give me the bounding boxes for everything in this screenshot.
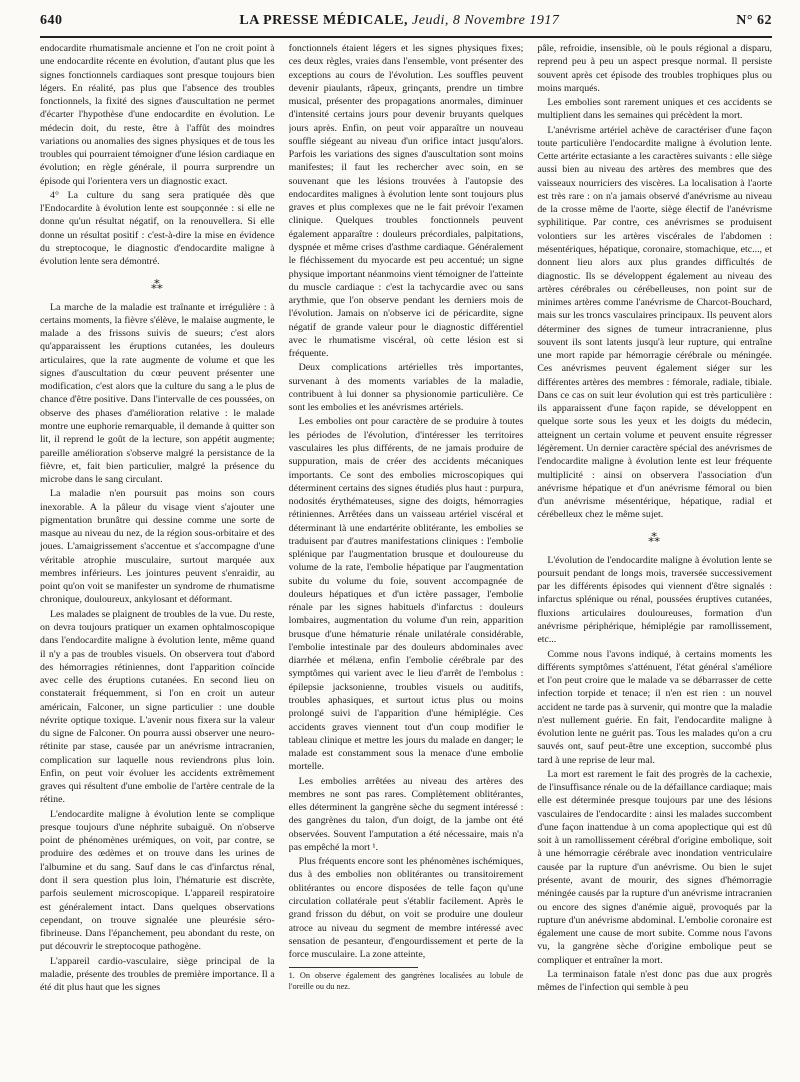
page-header — [40, 8, 772, 34]
paragraph: Comme nous l'avons indiqué, à certains moments les différents symptômes s'atténuent, l'état général s'améliore et l'on peut croire que le malade va se débarrasser de cette infection torpide et tenace; il n'en est rien : un nouvel accident ne tarde pas à survenir, qui montre que la maladie n'est nullement guérie. En fait, l'endocardite maligne à évolution lente ne guérit pas. Tous les malades qu'on a cru sauvés ont, sauf peut-être une exception, succombé plus tard à une reprise de leur mal. — [537, 648, 772, 766]
section-separator-asterism: ⁂ — [150, 277, 164, 292]
paragraph: L'endocardite maligne à évolution lente se complique presque toujours d'une néphrite subaiguë. On n'observe point de phénomènes urémiques, on voit, par contre, se produire des œdèmes et on trouve dans les urines de l'albumine et du sang. Sauf dans le cas d'infarctus rénal, dont il sera question plus loin, l'hématurie est discrète, parfois seulement microscopique. L'appareil respiratoire est généralement intact. Dans quelques observations cependant, on trouve signalée une pleurésie séro-fibrineuse. Dans l'épanchement, peu abondant du reste, on put découvrir le streptocoque pathogène. — [40, 808, 275, 953]
column-1 — [40, 42, 275, 1076]
journal-masthead — [239, 13, 559, 29]
header-rule — [40, 36, 772, 38]
paragraph: La mort est rarement le fait des progrès de la cachexie, de l'insuffisance rénale ou de la défaillance cardiaque; mais elle est déterminée presque toujours par une des lésions vasculaires de l'endocardite : ainsi les malades succombent d'une façon inattendue à un coma apoplectique qui est dû soit à un ramollissement cérébral d'origine embolique, soit à une hémorragie cérébrale avec inondation ventriculaire causée par la rupture d'un anévrisme. Ou bien le sujet présente, avant de mourir, des signes d'hémorragie méningée causés par la rupture d'un anévrisme intracranien ou encore des signes d'anémie aiguë, provoqués par la rupture d'un anévrisme abdominal. L'embolie coronaire est également une cause de mort subite. Comme nous l'avons vu, la gangrène sèche d'origine embolique peut se compliquer et entraîner la mort. — [537, 768, 772, 966]
paragraph: 4° La culture du sang sera pratiquée dès que l'Endocardite à évolution lente est soupçonnée : si elle ne donne qu'un résultat négatif, on la renouvellera. Si elle donne un résultat positif : c'est-à-dire la mise en évidence du streptocoque, le diagnostic d'endocardite maligne à évolution lente sera démontré. — [40, 189, 275, 268]
paragraph: La terminaison fatale n'est donc pas due aux progrès mêmes de l'infection qui semble à peu — [537, 968, 772, 994]
section-separator-asterism: ⁂ — [648, 530, 662, 545]
paragraph: fonctionnels étaient légers et les signes physiques fixes; ces deux règles, vraies dans l'ensemble, vont présenter des exceptions au cours de l'évolution. Les souffles peuvent devenir piaulants, râpeux, grinçants, prendre un timbre musical, présenter des propagations anormales, diminuer d'intensité certains jours pour devenir bruyants quelques jours après. Enfin, on peut voir apparaître un nouveau souffle siégeant au niveau d'un orifice intact jusqu'alors. Parfois les variations des signes d'auscultation sont moins manifestes; il faut les rechercher avec soin, en se souvenant que les lésions trouvées à l'autopsie des endocardites malignes à évolution lente sont toujours plus graves et plus complexes que ne le fait prévoir l'examen clinique. Quelques troubles fonctionnels peuvent également apparaître : douleurs précordiales, palpitations, dyspnée et même crises d'asthme cardiaque. Généralement le fléchissement du myocarde est peu accentué; un signe physique important néanmoins vient témoigner de l'atteinte du muscle cardiaque : c'est la tachycardie avec ou sans arythmie, que l'on observe pendant les derniers mois de l'évolution. Jamais on n'observe ici de péricardite, signe négatif de grande valeur pour le diagnostic différentiel avec le rhumatisme viscéral, où cette lésion est si fréquente. — [288, 43, 524, 360]
paragraph: Plus fréquents encore sont les phénomènes ischémiques, dus à des embolies non oblitérantes ou transitoirement oblitérantes ou encore disposées de telle façon qu'une circulation collatérale peut s'établir facilement. Après le grand frisson du début, on voit se produire une douleur atroce au niveau du segment de membre intéressé avec sensation de pesanteur, d'engourdissement et perte de la force musculaire. La zone atteinte, — [288, 856, 524, 961]
paragraph: L'évolution de l'endocardite maligne à évolution lente se poursuit pendant de longs mois, traversée successivement par les différents épisodes qui viennent d'être signalés : infarctus splénique ou rénal, poussées éruptives cutanées, fluxions articulaires douloureuses, formation d'un anévrisme périphérique, hémiplégie par ramollissement, etc... — [537, 554, 772, 646]
paragraph: pâle, refroidie, insensible, où le pouls régional a disparu, reprend peu à peu un aspect presque normal. Il persiste souvent après cet épisode des troubles trophiques plus ou moins marqués. — [537, 43, 772, 94]
issue-number: N° 62 — [736, 13, 772, 28]
paragraph: Les malades se plaignent de troubles de la vue. Du reste, on devra toujours pratiquer un examen ophtalmoscopique dans l'endocardite maligne à évolution lente, même quand il n'y a pas de troubles visuels. On observera tout d'abord des hémorragies rétiniennes, dont l'apparition coïncide avec celle des éruptions cutanées. En second lieu on constaterait fréquemment, si l'on en croit un auteur américain, Falconer, un signe particulier : une double névrite optique toxique. L'avenir nous fixera sur la valeur du signe de Falconer. On pourra aussi observer une neuro-rétinite par stase, causée par un anévrisme intracranien, complication sur laquelle nous reviendrons plus loin. Enfin, on peut voir évoluer les accidents extrêmement graves qui résultent d'une embolie de l'artère centrale de la rétine. — [40, 608, 275, 806]
issue-date: Jeudi, 8 Novembre 1917 — [412, 13, 560, 28]
paragraph: Deux complications artérielles très importantes, survenant à des moments variables de la maladie, contribuent à lui donner sa physionomie particulière. Ce sont les embolies et les anévrismes artériels. — [288, 362, 524, 414]
paragraph: Les embolies sont rarement uniques et ces accidents se multiplient dans les semaines qui précèdent la mort. — [537, 97, 772, 122]
paragraph: La marche de la maladie est traînante et irrégulière : à certains moments, la fièvre s'élève, le malaise augmente, le malade a des frissons suivis de sueurs; c'est alors qu'apparaissent les éruptions cutanées, les douleurs articulaires, que la rate augmente de volume et que les signes d'auscultation du cœur peuvent présenter une modification, c'est alors que la culture du sang a le plus de chance d'être positive. Dans l'intervalle de ces poussées, on observe des phases d'amélioration relative : le malade montre une euphorie remarquable, il demande à quitter son lit, il reprend le goût de la lecture, son appétit augmente; pareille amélioration s'observe malgré la persistance de la fièvre, et, fait bien particulier, malgré la présence du microbe dans le sang circulant. — [40, 301, 275, 486]
journal-title: LA PRESSE MÉDICALE, — [239, 13, 409, 28]
footnote-rule — [289, 967, 418, 968]
footnote: 1. On observe également des gangrènes localisées au lobule de l'oreille ou du nez. — [288, 971, 524, 991]
article-columns — [40, 42, 772, 1076]
paragraph: Les embolies ont pour caractère de se produire à toutes les périodes de l'évolution, d'intéresser les territoires vasculaires les plus différents, de ne jamais produire de suppuration, mais de créer des accidents mécaniques importants. Ce sont des embolies microscopiques qui déterminent certains des signes étudiés plus haut : purpura, nodosités érythémateuses, signe des doigts, hémorragies rétiniennes. Arrêtées dans un vaisseau artériel viscéral et déterminant là une endartérite oblitérante, les embolies se traduisent par d'autres manifestations cliniques : l'embolie splénique par l'augmentation brusque et douloureuse du volume de la rate, l'embolie hépatique par l'augmentation subite du volume du foie, souvent accompagnée de douleurs hépatiques et d'un ictère passager, l'embolie rénale par les signes habituels d'infarctus : douleurs lombaires, augmentation du volume d'un rein, apparition brusque d'une hématurie rénale unilatérale considérable, l'embolie intestinale par des douleurs abdominales avec diarrhée et mélæna, enfin l'embolie cérébrale par des symptômes qui varient avec le lieu d'arrêt de l'embolus : épilepsie jacksonienne, troubles visuels ou auditifs, troubles aphasiques, et surtout ictus plus ou moins prolongé suivi de l'apparition d'une hémiplégie. Ces accidents graves viennent tout d'un coup modifier le tableau clinique et mettre les jours du malade en danger; le malade est constamment sous la menace d'une embolie mortelle. — [288, 416, 524, 773]
paragraph: L'anévrisme artériel achève de caractériser d'une façon toute particulière l'endocardite maligne à évolution lente. Cette artérite ectasiante a les caractères suivants : elle siège aussi bien au niveau des artères des membres que des vaisseaux nourriciers des viscères. La localisation à l'aorte est très rare : on n'a jamais observé d'anévrisme au niveau de la crosse même de l'aorte, siège électif de l'anévrisme syphilitique. Par contre, ces anévrismes se produisent volontiers sur les artères viscérales de l'abdomen : mésentériques, hépatique, coronaire, stomachique, etc..., et donnent lieu alors aux plus grandes difficultés de diagnostic. Ils se développent également au niveau des artères cérébrales ou cérébelleuses, non point sur de minimes artères comme l'anévrisme de Charcot-Bouchard, mais sur les troncs vasculaires principaux. Ils peuvent alors déterminer des signes de tumeur intracranienne, plus souvent ils sont latents jusqu'à leur rupture, qui entraîne une mort rapide par hémorragie cérébrale ou méningée. Ces anévrismes peuvent également siéger sur les différentes artères des membres : fémorale, radiale, tibiale. Dans ce cas on suit leur évolution qui est très particulière : ils apparaissent d'une façon rapide, se développent en quelque sorte sous les yeux et les doigts du médecin, atteignent un certain volume et peuvent ensuite régresser légèrement. Un dernier caractère spécial des anévrismes de l'endocardite maligne à évolution lente est leur fréquente multiplicité : ainsi on observera l'association d'un anévrisme hépatique et d'un anévrisme fémoral ou bien d'un anévrisme mésentérique, hépatique, radial et cérébelleux chez le même sujet. — [537, 124, 772, 521]
page-number: 640 — [40, 13, 63, 28]
column-3 — [537, 42, 772, 1076]
paragraph: Les embolies arrêtées au niveau des artères des membres ne sont pas rares. Complètement oblitérantes, elles déterminent la gangrène sèche du segment intéressé : des gangrènes du talon, d'un doigt, de la jambe ont été observées. Souvent l'amputation a été nécessaire, mais n'a pas empêché la mort ¹. — [288, 775, 524, 853]
column-2 — [289, 42, 524, 1076]
paragraph: endocardite rhumatismale ancienne et l'on ne croit point à une endocardite récente en évolution, d'autant plus que les signes fonctionnels cardiaques sont presque toujours bien légers. En réalité, pas plus que l'absence des troubles fonctionnels, la fixité des signes d'auscultation ne permet d'écarter l'hypothèse d'une endocardite en évolution. Le médecin doit, du reste, être à l'affût des moindres variations ou anomalies des signes physiques et de tous les troubles qui pourraient témoigner d'une lésion cardiaque en évolution; en règle générale, il pourra surprendre un épisode qui l'orientera vers un diagnostic exact. — [40, 43, 275, 187]
paragraph: La maladie n'en poursuit pas moins son cours inexorable. A la pâleur du visage vient s'ajouter une pigmentation brunâtre qui dessine comme une sorte de masque au niveau du nez, de la région sous-orbitaire et des joues. L'amaigrissement s'accentue et s'accompagne d'une véritable atrophie musculaire, surtout marquée aux membres inférieurs. Les jointures peuvent s'enraidir, au point qu'on voit se manifester un syndrome de rhumatisme chronique, douloureux, ankylosant et déformant. — [40, 488, 275, 606]
paragraph: L'appareil cardio-vasculaire, siège principal de la maladie, présente des troubles de première importance. Il a été dit plus haut que les signes — [40, 955, 275, 994]
